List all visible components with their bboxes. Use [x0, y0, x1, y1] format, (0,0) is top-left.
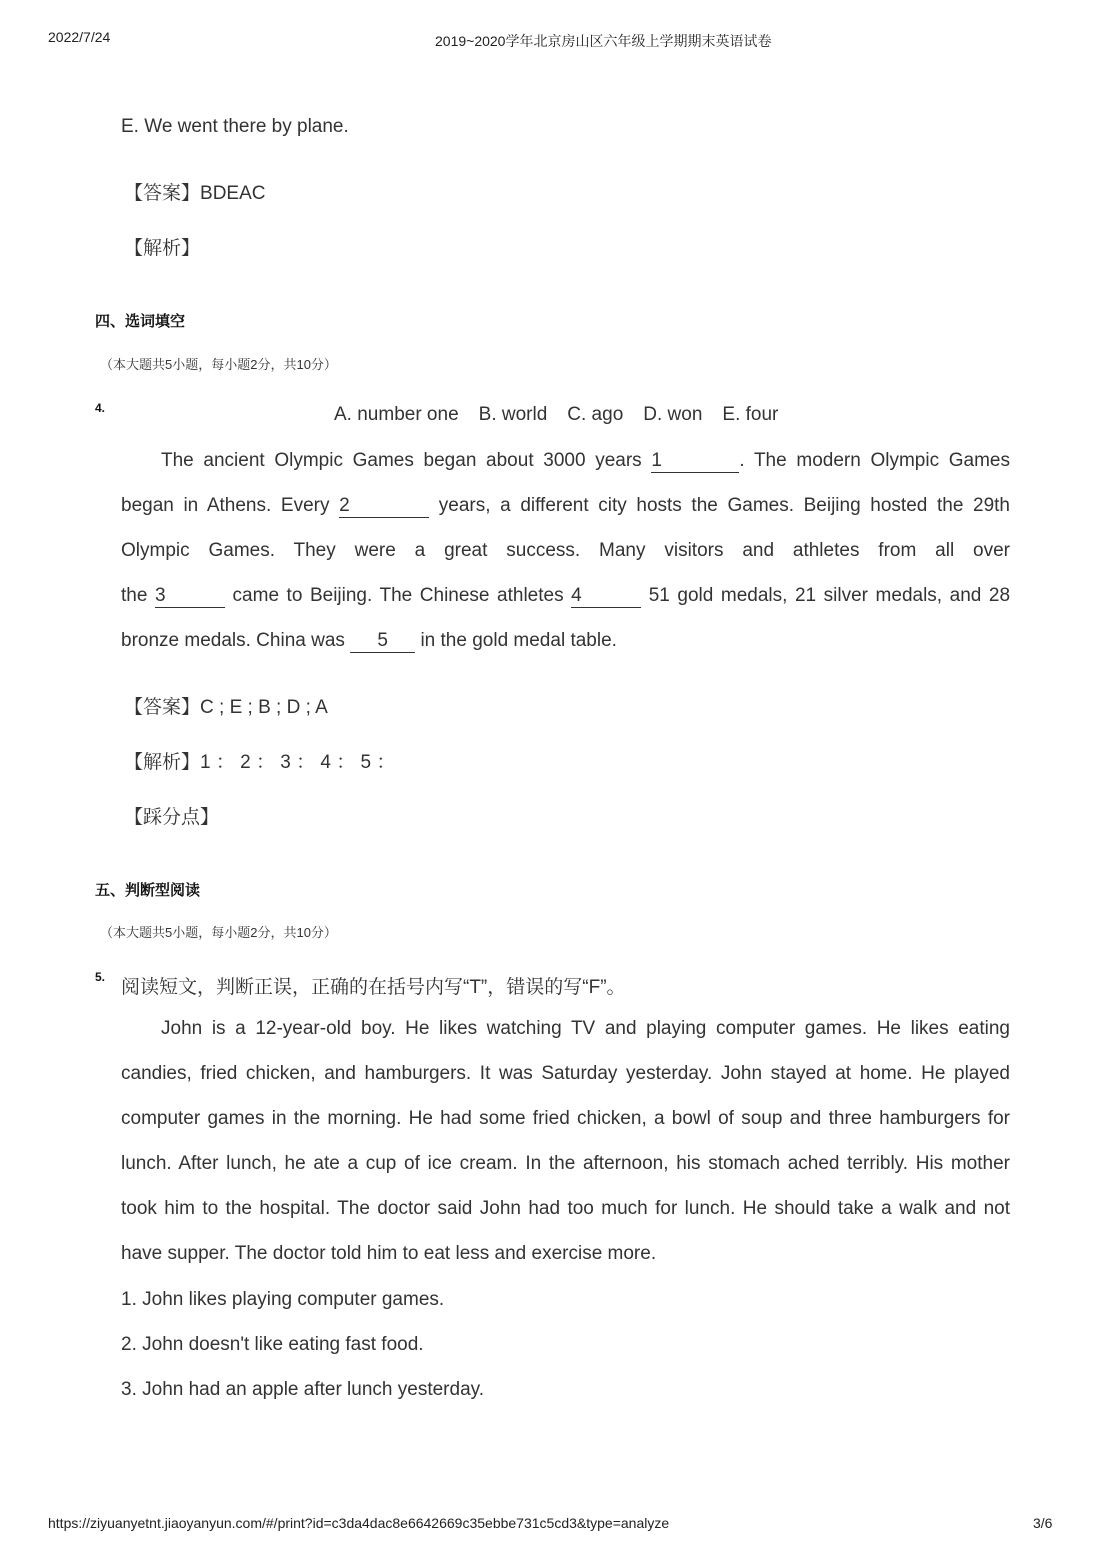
- word-option: C. ago: [567, 404, 624, 425]
- section5-title: 五、判断型阅读: [95, 882, 201, 899]
- passage-text: years, a different city hosts the Games. Beijing hosted the 29th: [438, 495, 1010, 516]
- blank-2: 2: [339, 495, 429, 518]
- print-date: 2022/7/24: [48, 29, 111, 45]
- analysis-value: 1 ： 2 ： 3 ： 4 ： 5 ：: [200, 752, 396, 773]
- page-url: https://ziyuanyetnt.jiaoyanyun.com/#/print?id=c3da4dac8e6642669c35ebbe731c5cd3&type=analyze: [48, 1515, 670, 1531]
- question-number-5: 5.: [95, 970, 106, 984]
- section4-answer: [124, 692, 328, 719]
- statement-3: 3. John had an apple after lunch yesterday.: [121, 1379, 485, 1400]
- reading-passage: [121, 1006, 1010, 1276]
- passage-text: in the gold medal table.: [420, 630, 617, 651]
- passage-line: [121, 618, 1010, 663]
- section4-subtitle: （本大题共5小题，每小题2分，共10分）: [100, 357, 337, 372]
- passage-text: 51 gold medals, 21 silver medals, and 28: [648, 585, 1011, 606]
- passage-line: took him to the hospital. The doctor said John had too much for lunch. He should take a walk and not: [121, 1198, 1010, 1219]
- answer-label: 【答案】: [124, 183, 201, 204]
- blank-4: 4: [571, 585, 641, 608]
- passage-line: [121, 483, 1010, 528]
- document-title: 2019~2020学年北京房山区六年级上学期期末英语试卷: [435, 33, 772, 49]
- passage-text: came to Beijing. The Chinese athletes: [232, 585, 564, 606]
- section4-analysis: [124, 747, 395, 774]
- passage-line: candies, fried chicken, and hamburgers. It was Saturday yesterday. John stayed at home. He played: [121, 1063, 1010, 1084]
- word-option: A. number one: [334, 404, 459, 425]
- passage-line: have supper. The doctor told him to eat less and exercise more.: [121, 1243, 657, 1264]
- word-option: E. four: [722, 404, 779, 425]
- passage-line: computer games in the morning. He had some fried chicken, a bowl of soup and three hamburgers for: [121, 1108, 1010, 1129]
- word-option: D. won: [643, 404, 703, 425]
- passage-text: The ancient Olympic Games began about 3000 years: [161, 450, 642, 471]
- answer-value: C ; E ; B ; D ; A: [200, 697, 328, 718]
- passage-line: John is a 12-year-old boy. He likes watching TV and playing computer games. He likes eating: [161, 1018, 1010, 1039]
- passage-line: lunch. After lunch, he ate a cup of ice cream. In the afternoon, his stomach ached terribly. His mother: [121, 1153, 1010, 1174]
- passage-text: the: [121, 585, 148, 606]
- blank-1: 1: [651, 450, 739, 473]
- passage-text: bronze medals. China was: [121, 630, 345, 651]
- answer-label: 【答案】: [124, 697, 201, 718]
- blank-5: 5: [350, 630, 415, 653]
- passage-text: began in Athens. Every: [121, 495, 330, 516]
- passage-line: [121, 573, 1010, 618]
- word-bank: [334, 404, 778, 426]
- passage-line: Olympic Games. They were a great success. Many visitors and athletes from all over: [121, 540, 1010, 561]
- passage-line: [121, 438, 1010, 483]
- statement-1: 1. John likes playing computer games.: [121, 1289, 445, 1310]
- section4-points-label: 【踩分点】: [124, 807, 220, 828]
- section4-title: 四、选词填空: [95, 313, 186, 330]
- analysis-label: 【解析】: [124, 752, 201, 773]
- word-option: B. world: [478, 404, 548, 425]
- prev-option-e: E. We went there by plane.: [121, 116, 349, 137]
- section5-subtitle: （本大题共5小题，每小题2分，共10分）: [100, 925, 337, 940]
- prev-answer: [124, 178, 265, 205]
- cloze-passage: [121, 438, 1010, 663]
- blank-3: 3: [155, 585, 225, 608]
- answer-value: BDEAC: [200, 183, 266, 204]
- prev-analysis-label: 【解析】: [124, 238, 201, 259]
- section5-instruction: 阅读短文，判断正误，正确的在括号内写“T”，错误的写“F”。: [121, 977, 626, 998]
- page-number: 3/6: [1033, 1515, 1053, 1531]
- question-number-4: 4.: [95, 401, 106, 415]
- statement-2: 2. John doesn't like eating fast food.: [121, 1334, 424, 1355]
- passage-text: . The modern Olympic Games: [739, 450, 1010, 471]
